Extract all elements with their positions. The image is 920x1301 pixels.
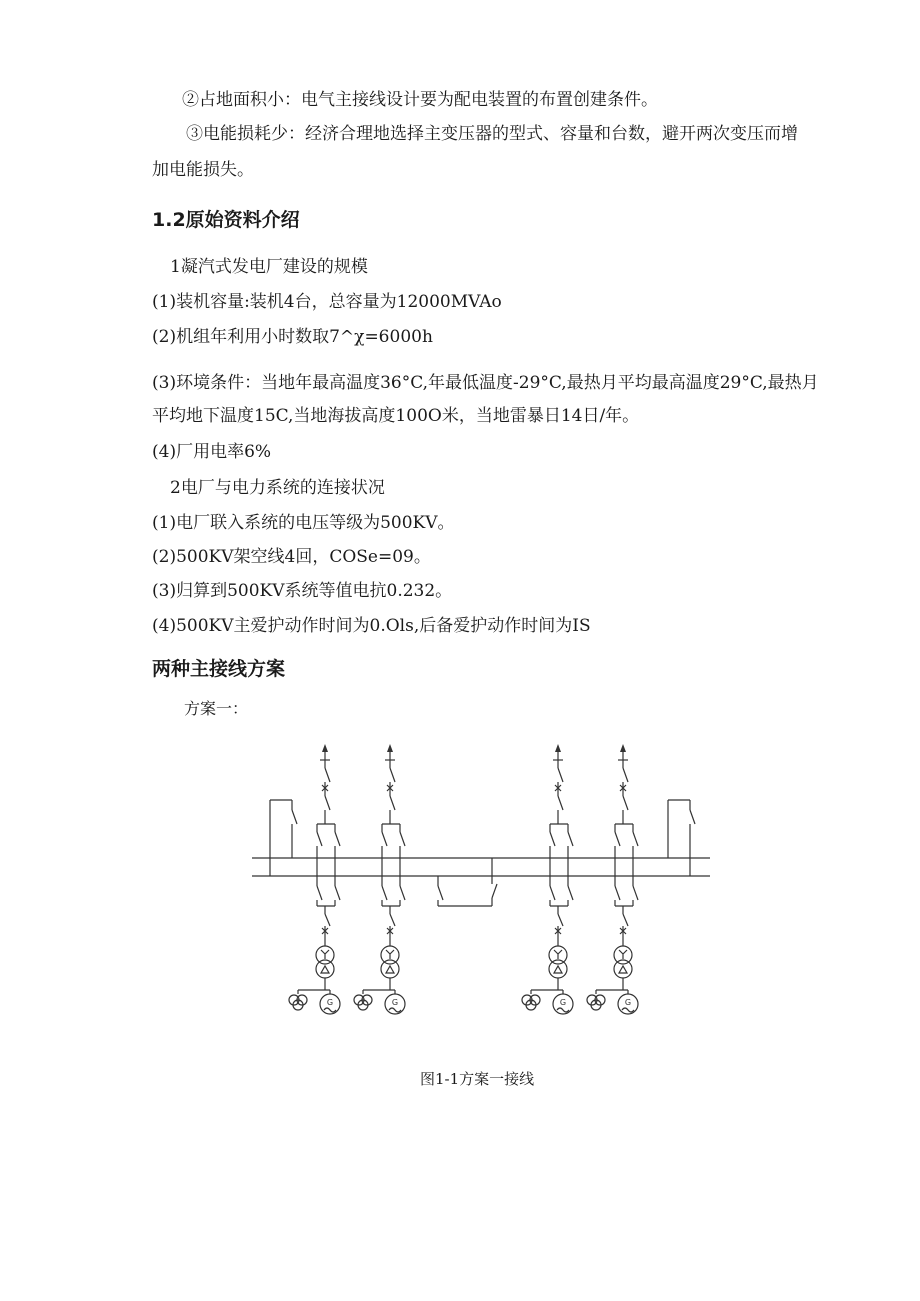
scale-heading: 1凝汽式发电厂建设的规模 <box>170 257 368 277</box>
paragraph-low-loss-line1: ③电能损耗少：经济合理地选择主变压器的型式、容量和台数，避开两次变压而增 <box>186 124 798 144</box>
scale-item-environment-line2: 平均地下温度15C,当地海拔高度100O米，当地雷暴日14日/年。 <box>152 406 640 426</box>
generator-bay-2 <box>354 744 405 1014</box>
generator-symbol-label: G <box>559 998 567 1007</box>
connection-item-reactance: (3)归算到500KV系统等值电抗0.232。 <box>152 581 453 601</box>
connection-heading: 2电厂与电力系统的连接状况 <box>170 478 385 498</box>
figure-caption: 图1-1方案一接线 <box>420 1070 535 1088</box>
generator-symbol-label: G <box>391 998 399 1007</box>
generator-symbol-label: G <box>624 998 632 1007</box>
main-wiring-diagram-scheme-one <box>240 738 720 1028</box>
connection-item-voltage: (1)电厂联入系统的电压等级为500KV。 <box>152 513 455 533</box>
scale-item-auxiliary-rate: (4)厂用电率6% <box>152 442 272 462</box>
section-title-schemes: 两种主接线方案 <box>152 658 286 680</box>
section-title-original-data: 1.2原始资料介绍 <box>152 209 300 231</box>
paragraph-small-footprint: ②占地面积小：电气主接线设计要为配电装置的布置创建条件。 <box>182 90 658 110</box>
bay-group <box>289 744 638 1014</box>
connection-item-lines: (2)500KV架空线4回，COSe=09。 <box>152 547 431 567</box>
bus-tie-right <box>668 800 695 876</box>
bus-tie-left <box>270 800 297 876</box>
scheme-one-label: 方案一： <box>184 699 249 718</box>
scale-item-environment-line1: (3)环境条件：当地年最高温度36°C,年最低温度-29°C,最热月平均最高温度29°C,最热月 <box>152 373 819 393</box>
bus-section-coupler <box>438 858 497 906</box>
generator-bay-4 <box>587 744 638 1014</box>
scale-item-utilization-hours: (2)机组年利用小时数取7^χ=6000h <box>152 327 433 347</box>
busbar-group <box>252 858 710 876</box>
generator-symbol-label: G <box>326 998 334 1007</box>
connection-item-protection-time: (4)500KV主爱护动作时间为0.Ols,后备爱护动作时间为IS <box>152 616 591 636</box>
scale-item-capacity: (1)装机容量:装机4台，总容量为12000MVAo <box>152 292 502 312</box>
paragraph-low-loss-line2: 加电能损失。 <box>152 160 254 180</box>
generator-bay-3 <box>522 744 573 1014</box>
generator-bay-1 <box>289 744 340 1014</box>
